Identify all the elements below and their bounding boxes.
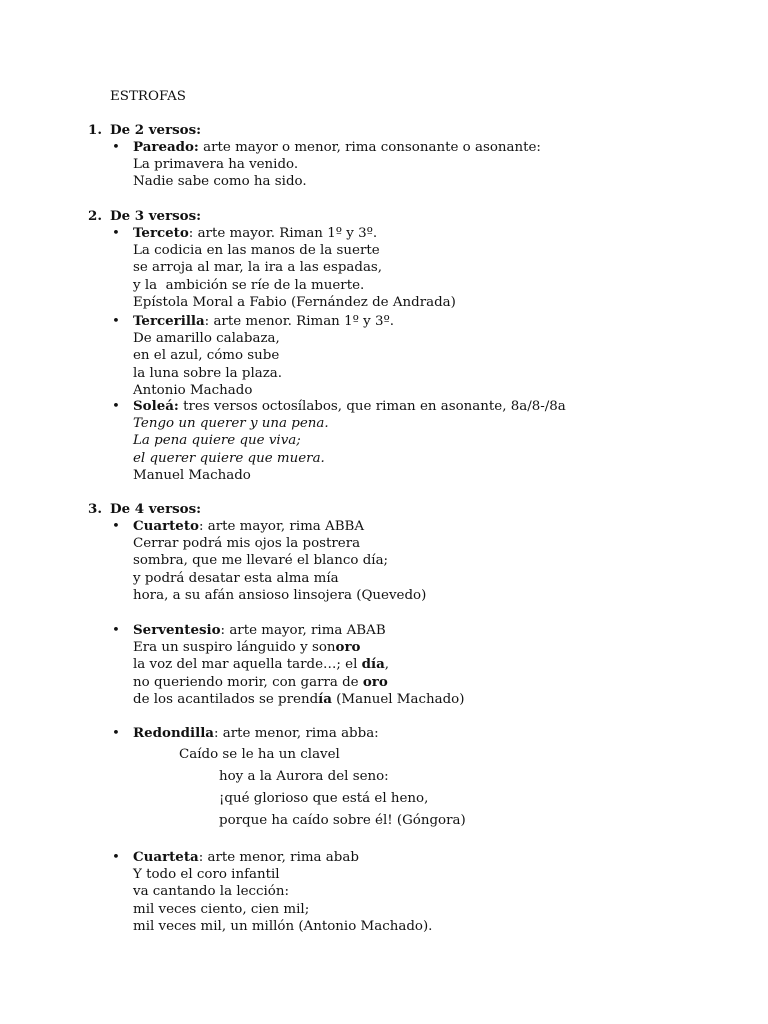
verse-line: La primavera ha venido.: [133, 157, 299, 173]
stanza-name: Tercerilla: [133, 313, 205, 329]
bullet-icon: •: [112, 140, 120, 155]
bullet-icon: •: [112, 623, 120, 638]
stanza-description: : arte menor. Riman 1º y 3º.: [204, 314, 395, 329]
page-title: ESTROFAS: [110, 89, 186, 104]
rhyme-highlight: oro: [362, 673, 388, 690]
verse-line: la luna sobre la plaza.: [133, 365, 283, 381]
bullet-icon: •: [112, 726, 120, 741]
bullet-icon: •: [112, 399, 120, 414]
verse-line: porque ha caído sobre él! (Góngora): [219, 813, 466, 828]
list-item-terceto: [112, 225, 456, 311]
verse-line: Nadie sabe como ha sido.: [133, 174, 307, 190]
stanza-description: : arte mayor, rima ABBA: [198, 519, 365, 534]
verse-line: se arroja al mar, la ira a las espadas,: [133, 260, 383, 276]
section-heading-4-verses: [88, 501, 201, 518]
verse-line: va cantando la lección:: [133, 884, 289, 900]
verse-attribution: Epístola Moral a Fabio (Fernández de Andrada): [133, 294, 456, 310]
verse-line: hoy a la Aurora del seno:: [219, 769, 389, 784]
stanza-name: Redondilla: [133, 725, 214, 741]
verse-line: mil veces mil, un millón (Antonio Machado).: [133, 918, 433, 934]
verse-line: y la ambición se ríe de la muerte.: [133, 277, 365, 293]
verse-line: y podrá desatar esta alma mía: [133, 570, 339, 586]
list-item-serventesio: [112, 622, 464, 708]
section-label: De 2 versos:: [110, 122, 202, 138]
list-item-cuarteta: [112, 849, 432, 935]
rhyme-highlight: ía: [318, 690, 332, 707]
stanza-name: Cuarteta: [133, 849, 199, 865]
list-item-tercerilla: [112, 313, 394, 399]
verse-line: sombra, que me llevaré el blanco día;: [133, 553, 389, 569]
list-item-cuarteto: [112, 518, 426, 604]
rhyme-highlight: oro: [335, 639, 361, 656]
section-number: 2.: [88, 208, 102, 224]
stanza-name: Cuarteto: [133, 518, 199, 534]
stanza-description: arte mayor o menor, rima consonante o asonante:: [198, 140, 541, 155]
verse-attribution: Manuel Machado: [133, 467, 251, 483]
verse-line: mil veces ciento, cien mil;: [133, 901, 310, 917]
stanza-description: : arte mayor, rima ABAB: [220, 623, 386, 638]
verse-line: el querer quiere que muera.: [133, 450, 325, 466]
list-item-solea: [112, 398, 566, 484]
stanza-description: : arte mayor. Riman 1º y 3º.: [188, 226, 378, 241]
verse-attribution: (Manuel Machado): [331, 691, 465, 707]
section-heading-2-verses: [88, 122, 201, 139]
stanza-name: Serventesio: [133, 622, 221, 638]
section-heading-3-verses: [88, 208, 201, 225]
verse-line: La pena quiere que viva;: [133, 433, 301, 449]
verse-line: no queriendo morir, con garra de: [133, 674, 363, 690]
verse-line: Cerrar podrá mis ojos la postrera: [133, 536, 361, 552]
section-label: De 3 versos:: [110, 208, 202, 224]
stanza-name: Soleá:: [133, 398, 179, 414]
verse-line: Y todo el coro infantil: [133, 867, 280, 883]
verse-line: De amarillo calabaza,: [133, 331, 280, 347]
verse-line: hora, a su afán ansioso linsojera (Quevedo): [133, 587, 427, 603]
verse-line: Tengo un querer y una pena.: [133, 416, 329, 432]
stanza-name: Pareado:: [133, 139, 199, 155]
verse-punctuation: ,: [384, 657, 390, 673]
stanza-description: tres versos octosílabos, que riman en asonante, 8a/8-/8a: [178, 399, 566, 414]
bullet-icon: •: [112, 226, 120, 241]
list-item-redondilla: [112, 725, 466, 832]
section-number: 3.: [88, 501, 102, 517]
bullet-icon: •: [112, 519, 120, 534]
verse-line: la voz del mar aquella tarde…; el: [133, 657, 362, 673]
stanza-description: : arte menor, rima abab: [198, 850, 359, 865]
section-label: De 4 versos:: [110, 501, 202, 517]
stanza-name: Terceto: [133, 225, 189, 241]
rhyme-highlight: día: [361, 656, 385, 673]
verse-line: Era un suspiro lánguido y son: [133, 640, 336, 656]
verse-line: en el azul, cómo sube: [133, 348, 280, 364]
verse-line: ¡qué glorioso que está el heno,: [219, 791, 429, 806]
stanza-description: : arte menor, rima abba:: [213, 726, 379, 741]
section-number: 1.: [88, 122, 102, 138]
verse-line: Caído se le ha un clavel: [179, 747, 340, 762]
bullet-icon: •: [112, 314, 120, 329]
list-item-pareado: [112, 139, 541, 191]
verse-line: La codicia en las manos de la suerte: [133, 243, 380, 259]
verse-line: de los acantilados se prend: [133, 691, 319, 707]
verse-attribution: Antonio Machado: [133, 382, 253, 398]
bullet-icon: •: [112, 850, 120, 865]
